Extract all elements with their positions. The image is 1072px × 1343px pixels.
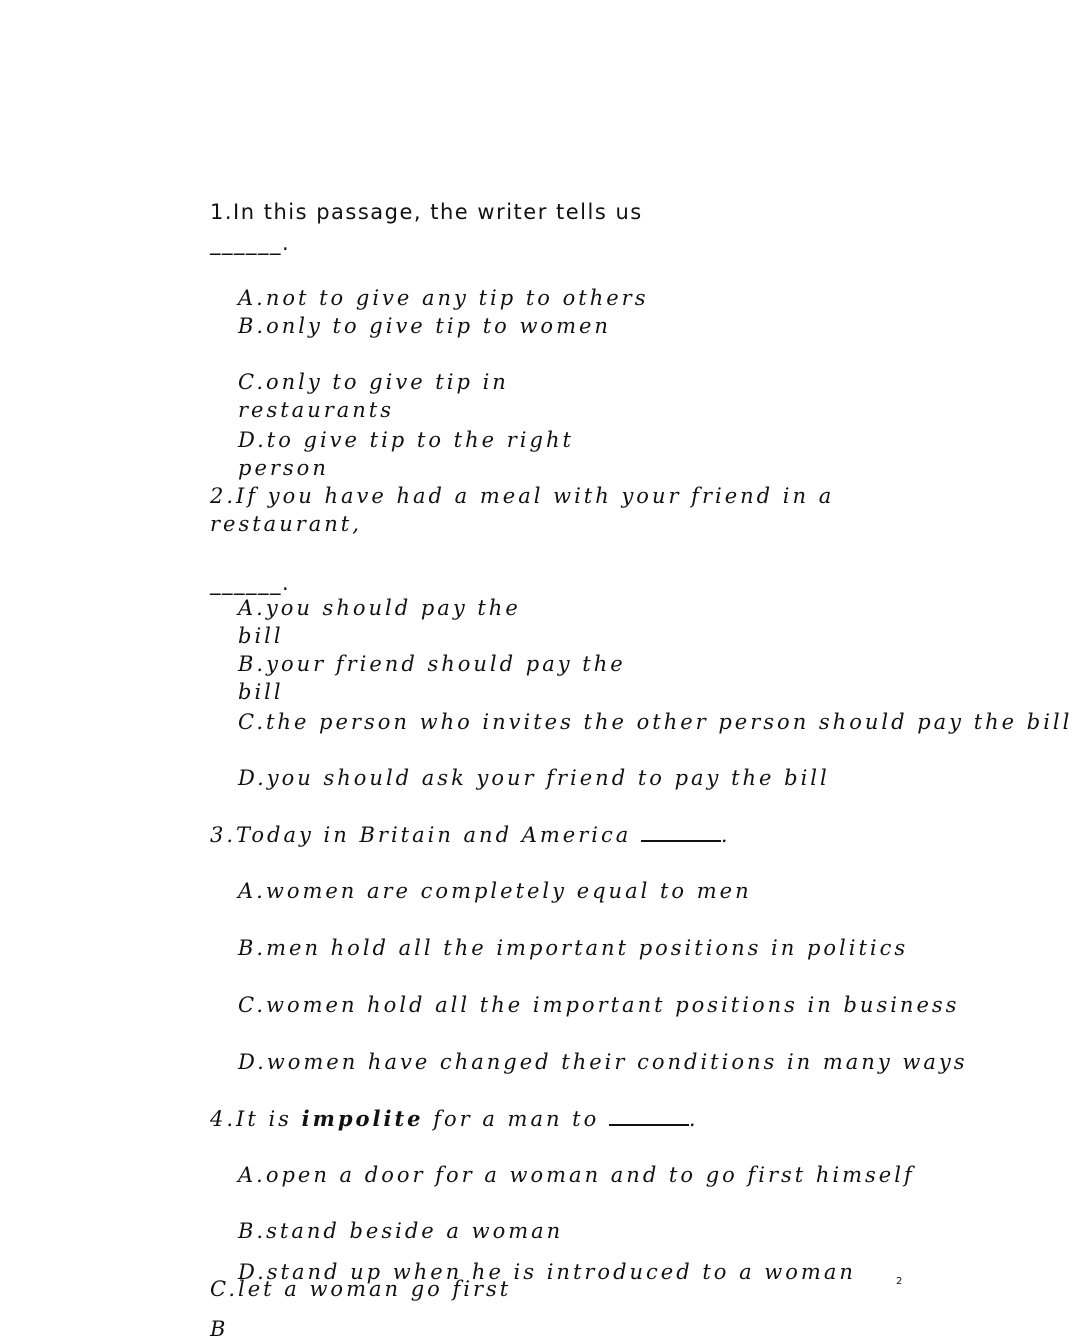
question-3-option-d: D.women have changed their conditions in many ways	[238, 1050, 968, 1074]
page-number: 2	[896, 1276, 903, 1287]
question-4-option-b: B.stand beside a woman	[238, 1219, 564, 1243]
question-1-option-b: B.only to give tip to women	[238, 314, 611, 338]
question-2-option-b: B.your friend should pay the	[238, 652, 626, 676]
question-1-stem: 1.In this passage, the writer tells us	[210, 200, 643, 224]
question-4-stem-text: 4.It is	[210, 1107, 302, 1131]
question-1-option-c: C.only to give tip in	[238, 370, 509, 394]
question-2-option-c: C.the person who invites the other person should pay the bill	[238, 710, 1072, 734]
question-3-stem	[210, 822, 731, 848]
question-2-option-b-cont: bill	[238, 680, 284, 704]
question-3-option-c: C.women hold all the important positions in business	[238, 993, 960, 1017]
question-1-option-d-cont: person	[238, 456, 329, 480]
question-3-option-a: A.women are completely equal to men	[238, 879, 752, 903]
question-2-blank: ______.	[210, 571, 291, 595]
answer-blank	[609, 1106, 689, 1126]
question-1-option-c-cont: restaurants	[238, 398, 395, 422]
question-1-option-d: D.to give tip to the right	[238, 428, 574, 452]
question-3-option-b: B.men hold all the important positions in politics	[238, 936, 909, 960]
question-1-option-a: A.not to give any tip to others	[238, 286, 649, 310]
question-4-option-a: A.open a door for a woman and to go first himself	[238, 1163, 915, 1187]
question-4-stem	[210, 1106, 699, 1132]
question-3-stem-text: 3.Today in Britain and America	[210, 823, 641, 847]
question-2-option-a: A.you should pay the	[238, 596, 521, 620]
answer-key: B	[210, 1317, 229, 1341]
question-1-blank: ______.	[210, 231, 291, 255]
answer-blank	[641, 822, 721, 842]
question-2-stem-cont: restaurant,	[210, 512, 362, 536]
question-4-stem-mid: for a man to	[423, 1107, 609, 1131]
question-3-period: .	[720, 823, 731, 847]
question-2-option-d: D.you should ask your friend to pay the bill	[238, 766, 830, 790]
question-4-period: .	[688, 1107, 699, 1131]
question-4-keyword: impolite	[301, 1106, 424, 1131]
question-2-stem: 2.If you have had a meal with your friend in a	[210, 484, 835, 508]
question-4-option-d: D.stand up when he is introduced to a woman	[238, 1260, 856, 1284]
question-4-option-c: C.let a woman go first	[210, 1277, 512, 1301]
question-2-option-a-cont: bill	[238, 624, 284, 648]
